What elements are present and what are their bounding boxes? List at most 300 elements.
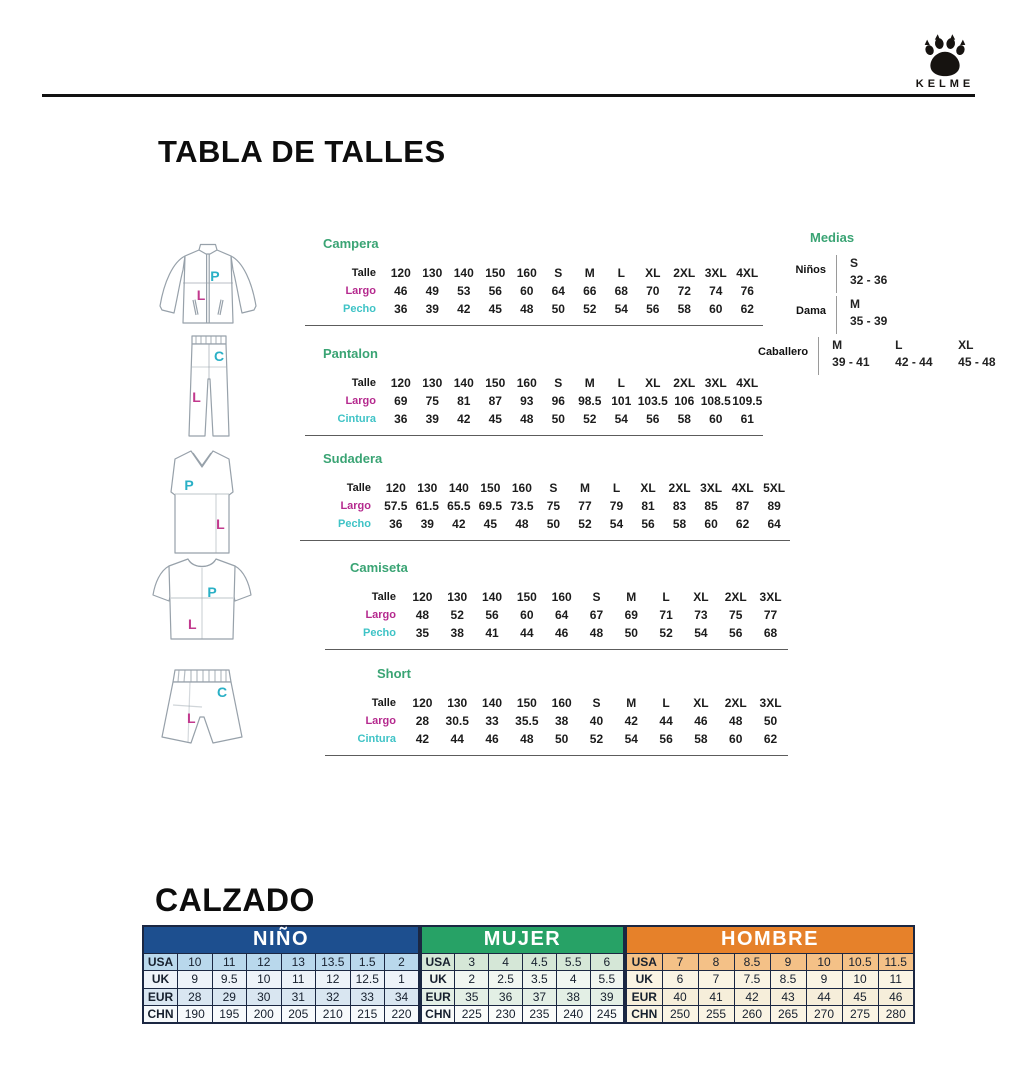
size-value: 2XL [724,696,747,710]
size-value: 56 [659,732,673,746]
size-value: 85 [704,499,718,513]
size-value: 61 [740,412,754,426]
size-value: 87 [735,499,750,513]
size-value: 75 [546,499,561,513]
medias-row-label: Dama [796,305,826,317]
shoe-size-value: 2.5 [489,971,523,989]
size-value: 35 [415,626,430,640]
size-value: 60 [704,517,718,531]
paw-icon [903,33,987,77]
size-value: 36 [389,517,403,531]
shoe-row-label: USA [421,953,455,971]
size-value: 36 [394,302,408,316]
row-label: Pecho [337,518,371,530]
shoe-size-value: 250 [662,1006,698,1024]
measure-letter-p: P [207,584,217,601]
shoe-size-value: 34 [385,988,420,1006]
size-value: S [554,376,563,390]
size-value: 83 [672,499,687,513]
shoe-size-value: 7 [698,971,734,989]
shoe-row-usa [626,953,914,971]
size-value: 4XL [731,481,754,495]
size-value: 66 [583,284,597,298]
shoe-size-value: 11.5 [878,953,914,971]
sock-range: 42 - 44 [895,355,933,370]
shoe-size-value: 5.5 [556,953,590,971]
size-value: 106 [674,394,695,408]
row-label: Largo [345,285,376,297]
size-value: 48 [520,412,534,426]
size-value: 160 [551,590,572,604]
size-value: 42 [415,732,430,746]
shoe-size-value: 2 [455,971,489,989]
shoe-size-value: 30 [247,988,282,1006]
size-value: 39 [420,517,434,531]
shoe-size-value: 3 [455,953,489,971]
garment-title: Camiseta [350,560,408,575]
shoe-row-chn [626,1006,914,1024]
size-value: 140 [482,696,503,710]
size-value: 108.5 [700,394,731,408]
shoe-size-value: 41 [698,988,734,1006]
shoe-size-value: 35 [455,988,489,1006]
garment-title: Short [377,666,411,681]
shoe-size-value: 13 [281,953,316,971]
size-value: 76 [740,284,754,298]
medias-entry [850,296,913,334]
shoe-size-value: 29 [212,988,247,1006]
size-value: 46 [694,714,708,728]
size-value: 33 [485,714,499,728]
size-value: 67 [589,608,604,622]
measure-letter-l: L [216,516,225,533]
size-value: 60 [520,608,534,622]
medias-row-label: Caballero [758,346,809,358]
shoe-size-value: 215 [350,1006,385,1024]
medias-entry [832,337,895,375]
size-value: 28 [415,714,430,728]
size-value: 77 [578,499,592,513]
size-row-talle [305,374,763,392]
size-value: 48 [515,517,529,531]
sock-size: XL [958,338,974,352]
size-value: 150 [485,266,506,280]
size-value: 68 [763,626,778,640]
sock-range: 35 - 39 [850,314,888,329]
tank-top-icon [158,448,246,560]
size-value: L [612,481,621,495]
size-value: 89 [767,499,781,513]
size-value: 120 [412,590,433,604]
shoe-size-value: 33 [350,988,385,1006]
size-value: XL [645,266,661,280]
size-row-pecho [305,300,763,318]
size-value: 44 [659,714,673,728]
row-label: Pecho [342,303,376,315]
size-value: 50 [554,732,569,746]
size-value: 64 [554,608,569,622]
row-label: Largo [345,395,376,407]
shoe-table-header-hombre: HOMBRE [626,926,914,953]
shoe-size-value: 190 [178,1006,213,1024]
shoe-size-value: 10 [806,953,842,971]
size-value: L [662,696,670,710]
size-value: 120 [385,481,406,495]
size-value: L [617,376,625,390]
shoe-size-value: 235 [522,1006,556,1024]
size-grid [325,588,788,650]
medias-panel [758,230,1016,378]
shoe-size-value: 265 [770,1006,806,1024]
size-value: 75 [729,608,743,622]
row-label: Pecho [362,627,396,639]
size-value: S [592,590,601,604]
shoe-size-value: 5.5 [590,971,624,989]
shoe-size-value: 43 [770,988,806,1006]
size-value: 64 [551,284,565,298]
shoe-row-label: USA [626,953,662,971]
size-value: 49 [425,284,439,298]
shoe-size-value: 37 [522,988,556,1006]
size-value: M [626,696,637,710]
shoe-row-label: CHN [143,1006,178,1024]
medias-entries [836,255,913,293]
shoe-size-value: 28 [178,988,213,1006]
size-value: 3XL [759,590,782,604]
size-value: XL [640,481,656,495]
sock-range: 45 - 48 [958,355,996,370]
garment-title: Pantalon [323,346,378,361]
shoe-size-value: 255 [698,1006,734,1024]
size-row-pecho [300,515,790,533]
size-value: 52 [659,626,673,640]
shoe-size-value: 10 [842,971,878,989]
measure-letter-p: P [210,267,220,284]
medias-entries [818,337,1020,375]
shoe-size-value: 200 [247,1006,282,1024]
size-value: 30.5 [445,714,469,728]
size-grid [305,374,763,436]
size-value: 160 [516,376,537,390]
sock-size: M [850,297,860,311]
size-value: 4XL [736,376,759,390]
shoe-size-value: 4.5 [522,953,556,971]
size-row-largo [325,606,788,624]
medias-entry [958,337,1020,375]
calzado-title: CALZADO [155,882,315,918]
size-value: 61.5 [415,499,439,513]
shoe-size-value: 40 [662,988,698,1006]
size-value: XL [693,696,709,710]
sock-range: 32 - 36 [850,273,888,288]
size-value: 62 [740,302,754,316]
size-row-talle [325,588,788,606]
shoe-row-uk [421,971,624,989]
garment-title: Campera [323,236,379,251]
measure-letter-l: L [192,389,201,406]
garment-table-campera [305,236,763,326]
size-value: 64 [767,517,781,531]
measure-letter-l: L [187,710,196,727]
shoe-size-value: 270 [806,1006,842,1024]
sock-size: M [832,338,843,352]
size-value: 109.5 [732,394,763,408]
size-value: 3XL [759,696,782,710]
medias-row-label: Niños [795,264,826,276]
size-value: 52 [583,412,597,426]
size-value: 52 [583,302,597,316]
size-value: 75 [425,394,439,408]
size-value: 5XL [763,481,786,495]
size-value: 81 [457,394,471,408]
shoe-size-value: 220 [385,1006,420,1024]
shoe-size-value: 9 [806,971,842,989]
shoe-size-value: 260 [734,1006,770,1024]
shoe-size-value: 44 [806,988,842,1006]
size-value: 65.5 [447,499,471,513]
size-value: 71 [659,608,673,622]
shoe-size-value: 8.5 [770,971,806,989]
size-value: 45 [488,302,502,316]
size-value: L [662,590,670,604]
size-value: 98.5 [578,394,602,408]
shoe-size-value: 195 [212,1006,247,1024]
measure-letter-c: C [213,348,225,365]
size-value: 39 [425,302,439,316]
size-value: 40 [589,714,604,728]
shoe-row-eur [143,988,419,1006]
size-value: S [554,266,563,280]
size-value: 57.5 [384,499,408,513]
kelme-logo [903,33,987,90]
size-value: 54 [614,412,628,426]
medias-row-caballero [758,337,1016,375]
shoe-size-value: 280 [878,1006,914,1024]
size-value: 46 [394,284,408,298]
shoe-table-header-nino: NIÑO [143,926,419,953]
size-value: 50 [763,714,778,728]
size-row-cintura [325,730,788,748]
size-value: M [584,376,595,390]
size-row-largo [300,497,790,515]
shoe-row-chn [143,1006,419,1024]
shoe-size-value: 7.5 [734,971,770,989]
shoe-row-label: UK [421,971,455,989]
shoe-row-label: EUR [421,988,455,1006]
size-value: 46 [554,626,569,640]
size-value: M [626,590,637,604]
size-value: 140 [448,481,469,495]
shoe-row-chn [421,1006,624,1024]
garment-table-camiseta [325,560,788,650]
size-value: 120 [390,376,411,390]
shoe-size-value: 38 [556,988,590,1006]
size-value: 56 [729,626,743,640]
shoe-size-table-mujer [420,925,625,1024]
shoe-size-value: 39 [590,988,624,1006]
size-value: 50 [551,412,565,426]
size-value: M [584,266,595,280]
shoe-row-label: UK [626,971,662,989]
size-value: 44 [520,626,534,640]
page-title: TABLA DE TALLES [158,134,446,169]
size-value: 39 [425,412,439,426]
sock-range: 39 - 41 [832,355,870,370]
size-value: 52 [450,608,464,622]
shoe-size-value: 12 [316,971,351,989]
size-value: 60 [520,284,534,298]
shoe-size-value: 8 [698,953,734,971]
size-row-talle [325,694,788,712]
shoe-size-table-hombre [625,925,915,1024]
size-row-largo [305,392,763,410]
shoe-size-value: 11 [281,971,316,989]
row-label: Talle [346,482,371,494]
size-value: L [617,266,625,280]
size-value: XL [693,590,709,604]
row-label: Cintura [357,733,396,745]
measure-letter-l: L [196,287,206,304]
size-value: M [579,481,590,495]
row-label: Cintura [337,413,376,425]
shoe-size-value: 1 [385,971,420,989]
shoe-size-value: 12 [247,953,282,971]
shoe-size-value: 6 [590,953,624,971]
medias-entry [850,255,913,293]
shoe-row-usa [421,953,624,971]
size-value: 160 [511,481,532,495]
shoe-size-value: 225 [455,1006,489,1024]
shoe-size-value: 8.5 [734,953,770,971]
size-value: 77 [763,608,778,622]
shoe-size-value: 10 [247,971,282,989]
medias-entries [836,296,913,334]
medias-entry [895,337,958,375]
size-value: 96 [551,394,565,408]
shoe-row-label: EUR [626,988,662,1006]
shoe-size-value: 1.5 [350,953,385,971]
calzado-tables [142,925,915,1024]
size-value: 2XL [673,266,696,280]
medias-row-ninos [758,255,1016,293]
measure-letter-p: P [184,477,194,494]
size-value: 79 [609,499,624,513]
size-value: 68 [614,284,628,298]
size-value: 69 [394,394,408,408]
size-value: 42 [452,517,466,531]
size-value: 150 [480,481,501,495]
size-value: 130 [422,376,443,390]
size-value: 56 [488,284,502,298]
size-value: 56 [646,302,660,316]
row-label: Talle [351,267,376,279]
shoe-size-value: 46 [878,988,914,1006]
shoe-size-value: 9.5 [212,971,247,989]
size-value: 101 [611,394,632,408]
size-value: 160 [516,266,537,280]
size-value: 140 [453,376,474,390]
row-label: Talle [371,591,396,603]
size-value: 56 [641,517,655,531]
size-row-cintura [305,410,763,428]
size-value: 56 [646,412,660,426]
row-label: Largo [340,500,371,512]
shoe-row-uk [143,971,419,989]
shoe-row-usa [143,953,419,971]
size-value: 130 [422,266,443,280]
shoe-size-value: 275 [842,1006,878,1024]
garment-table-sudadera [300,451,790,541]
size-value: 60 [729,732,743,746]
size-value: 56 [485,608,499,622]
shoe-size-value: 9 [178,971,213,989]
size-value: 87 [488,394,502,408]
size-value: 45 [483,517,498,531]
size-value: 46 [485,732,499,746]
size-value: 53 [457,284,471,298]
pants-icon [178,333,240,441]
shoe-row-eur [626,988,914,1006]
size-value: 48 [415,608,430,622]
size-row-talle [300,479,790,497]
size-value: 41 [485,626,499,640]
shoe-size-value: 6 [662,971,698,989]
tshirt-icon [148,553,256,651]
size-value: 62 [763,732,778,746]
size-value: 36 [394,412,408,426]
size-value: 93 [520,394,534,408]
size-value: 120 [412,696,433,710]
shoe-size-value: 10 [178,953,213,971]
shoe-row-uk [626,971,914,989]
size-row-pecho [325,624,788,642]
size-value: 38 [450,626,464,640]
size-value: 160 [551,696,572,710]
size-value: 140 [482,590,503,604]
garment-title: Sudadera [323,451,383,466]
size-value: 48 [589,626,604,640]
size-value: 3XL [700,481,723,495]
size-value: 48 [520,732,534,746]
size-value: 2XL [724,590,747,604]
size-value: 35.5 [515,714,539,728]
size-value: 150 [485,376,506,390]
size-value: 140 [453,266,474,280]
shoe-size-value: 9 [770,953,806,971]
size-value: 69.5 [478,499,503,513]
header-divider [42,94,975,97]
shoe-size-value: 12.5 [350,971,385,989]
size-value: 52 [578,517,592,531]
size-value: 50 [546,517,561,531]
size-value: 72 [677,284,691,298]
size-value: 73 [694,608,708,622]
size-value: 130 [447,696,468,710]
size-value: 54 [694,626,708,640]
shoe-table-header-mujer: MUJER [421,926,624,953]
shoe-size-value: 230 [489,1006,523,1024]
size-value: 120 [390,266,411,280]
shoe-size-table-nino [142,925,420,1024]
shoe-size-value: 3.5 [522,971,556,989]
size-value: 3XL [704,376,727,390]
shoe-size-value: 36 [489,988,523,1006]
measure-letter-l: L [187,615,197,632]
shoe-size-value: 13.5 [316,953,351,971]
size-grid [325,694,788,756]
garment-table-short [325,666,788,756]
shoe-size-value: 32 [316,988,351,1006]
